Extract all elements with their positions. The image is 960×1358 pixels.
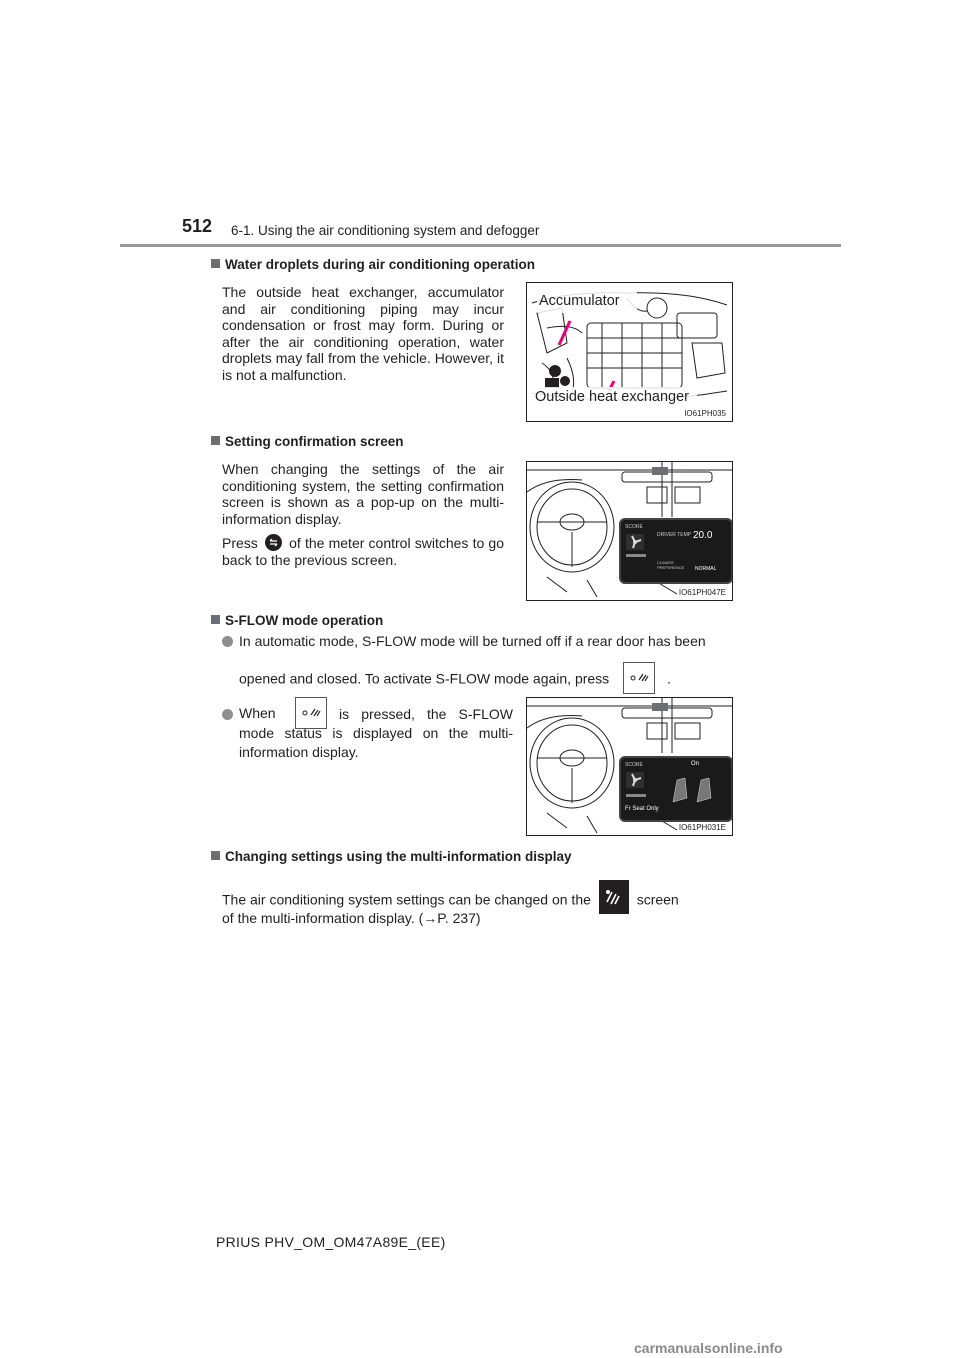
score-label: SCORE	[625, 524, 643, 530]
changing-text-rest: screen	[636, 891, 679, 908]
heading-marker	[211, 851, 220, 860]
bullet-dot	[222, 636, 233, 647]
mid-display-confirm	[619, 518, 733, 584]
bullet-dot	[222, 709, 233, 720]
section-heading-water	[211, 257, 535, 272]
section-heading-sflow	[211, 613, 383, 628]
s-flow-button-icon	[623, 662, 655, 694]
bullet-text: opened and closed. To activate S-FLOW mode again, press	[239, 670, 610, 687]
document-code: PRIUS PHV_OM_OM47A89E_(EE)	[216, 1234, 446, 1250]
score-label: SCORE	[625, 762, 643, 768]
sflow-bullet-1-line-1: In automatic mode, S-FLOW mode will be turned off if a rear door has been	[239, 633, 706, 649]
mid-display-sflow	[619, 756, 733, 822]
header-rule	[120, 244, 841, 247]
heading-text: S-FLOW mode operation	[225, 613, 384, 628]
press-text: Press	[222, 535, 258, 551]
mode-label: NORMAL	[695, 566, 717, 572]
dashboard-figure-confirm	[526, 461, 733, 601]
chapter-title: 6-1. Using the air conditioning system and defogger	[231, 223, 540, 238]
fan-icon	[626, 534, 644, 550]
seat-mode-label: Fr Seat Only	[625, 806, 659, 812]
fan-icon	[626, 772, 644, 788]
status-label: On	[691, 761, 700, 767]
heading-marker	[211, 615, 220, 624]
climate-screen-icon	[599, 880, 629, 914]
driver-temp-label: DRIVER TEMP	[657, 532, 692, 538]
engine-bay-figure	[526, 282, 733, 422]
label-outside-heat-exchanger: Outside heat exchanger	[535, 389, 689, 405]
heading-text: Water droplets during air conditioning operation	[225, 257, 535, 272]
confirm-paragraph-2	[222, 534, 504, 569]
score-bar	[626, 794, 646, 797]
seat-illustration	[663, 772, 723, 804]
heading-marker	[211, 436, 220, 445]
press-text-rest: of the meter control switches to go back to the previous screen.	[222, 535, 505, 568]
sflow-bullet-1-line-2	[239, 664, 759, 696]
heading-text: Changing settings using the multi-information display	[225, 849, 572, 864]
figure-code: IO61PH031E	[678, 823, 726, 832]
sflow-bullet-2-text: is pressed, the S-FLOW mode status is displayed on the multi-information display.	[239, 706, 513, 760]
score-bar	[626, 554, 646, 557]
watermark: carmanualsonline.info	[634, 1340, 783, 1356]
heading-marker	[211, 259, 220, 268]
water-paragraph: The outside heat exchanger, accumulator and air conditioning piping may incur condensation or frost may form. During or after the air conditioning operation, water droplets may fall from the vehicle. However, it is not a malfunction.	[222, 284, 504, 383]
temp-value: 20.0	[693, 530, 713, 541]
changing-text: The air conditioning system settings can be changed on the	[222, 891, 591, 908]
bullet-text-end: .	[666, 670, 671, 687]
label-accumulator: Accumulator	[539, 293, 620, 309]
changing-line-2: of the multi-information display. (→P. 237)	[222, 910, 481, 926]
figure-code: IO61PH047E	[678, 588, 726, 597]
section-heading-confirm	[211, 434, 404, 449]
page-number: 512	[182, 216, 213, 236]
confirm-paragraph: When changing the settings of the air conditioning system, the setting confirmation screen is shown as a pop-up on the multi-information display.	[222, 461, 504, 527]
sflow-bullet-2-when: When	[239, 705, 276, 721]
dashboard-figure-sflow	[526, 697, 733, 836]
climate-preference-label: CLIMATE PREFERENCE	[657, 560, 685, 570]
heading-text: Setting confirmation screen	[225, 434, 404, 449]
figure-code: IO61PH035	[684, 409, 726, 418]
section-heading-changing	[211, 849, 572, 864]
back-button-icon	[265, 534, 282, 551]
